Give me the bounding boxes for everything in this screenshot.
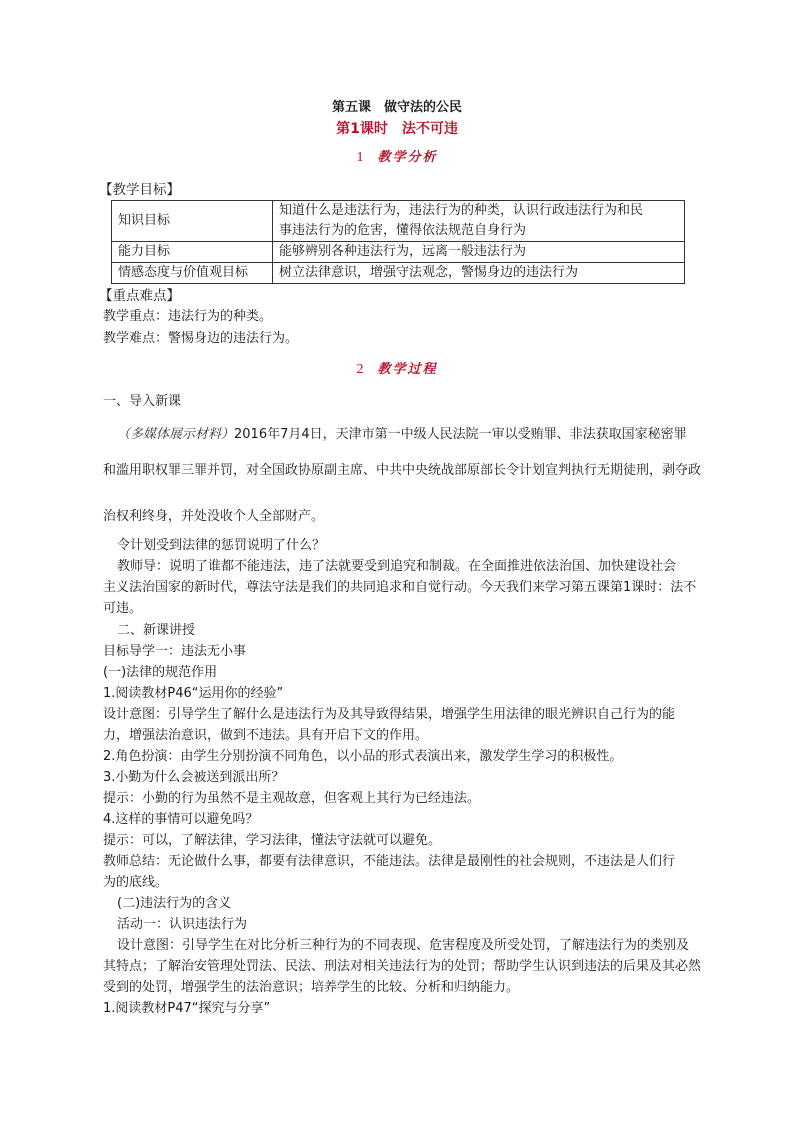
subheading: (二)违法行为的含义 — [117, 896, 232, 911]
summary-line: 教师总结：无论做什么事，都要有法律意识，不能违法。法律是最刚性的社会规则，不违法是人们行 — [103, 854, 676, 869]
design-line: 其特点；了解治安管理处罚法、民法、刑法对相关违法行为的处罚；帮助学生认识到违法的后果及其必然 — [103, 959, 702, 974]
goal-value-line: 知道什么是违法行为，违法行为的种类，认识行政违法行为和民 — [279, 203, 644, 218]
design-line: 受到的处罚，增强学生的法治意识；培养学生的比较、分析和归纳能力。 — [103, 980, 520, 995]
media-tag: （多媒体展示材料） — [117, 427, 235, 442]
subheading: (一)法律的规范作用 — [103, 665, 218, 680]
key-point: 教学重点：违法行为的种类。 — [103, 309, 273, 324]
goal-key: 知识目标 — [112, 201, 273, 242]
design-line: 设计意图：引导学生在对比分析三种行为的不同表现、危害程度及所受处罚，了解违法行为的类别及 — [117, 938, 690, 953]
goals-heading: 【教学目标】 — [99, 182, 180, 198]
question: 令计划受到法律的惩罚说明了什么？ — [117, 538, 326, 553]
goal-value: 能够辨别各种违法行为，远离一般违法行为 — [273, 242, 685, 263]
difficult-point: 教学难点：警惕身边的违法行为。 — [103, 331, 299, 346]
goal-value: 树立法律意识，增强守法观念，警惕身边的违法行为 — [273, 263, 685, 284]
teaching-goals-table — [111, 200, 685, 284]
table-row — [112, 242, 685, 263]
goal-key: 能力目标 — [112, 242, 273, 263]
summary-line: 为的底线。 — [103, 875, 169, 890]
section-number: 1 — [356, 150, 364, 165]
teacher-intro-line: 教师导：说明了谁都不能违法，违了法就要受到追究和制裁。在全面推进依法治国、加快建设社会 — [117, 559, 677, 574]
intro-text: 2016年7月4日，天津市第一中级人民法院一审以受贿罪、非法获取国家秘密罪 — [234, 427, 687, 442]
goal-guide: 目标导学一：违法无小事 — [103, 644, 247, 659]
teacher-intro-line: 主义法治国家的新时代，尊法守法是我们的共同追求和自觉行动。今天我们来学习第五课第1课时：法不 — [103, 580, 697, 595]
hint: 提示：可以，了解法律，学习法律，懂法守法就可以避免。 — [103, 833, 442, 848]
teacher-intro-line: 可违。 — [103, 601, 143, 616]
section-heading-analysis — [0, 148, 794, 168]
key-points-heading: 【重点难点】 — [99, 288, 180, 304]
activity: 活动一：认识违法行为 — [117, 917, 248, 932]
list-item: 2.角色扮演：由学生分别扮演不同角色，以小品的形式表演出来，激发学生学习的积极性。 — [103, 749, 623, 764]
intro-line: 和滥用职权罪三罪并罚，对全国政协原副主席、中共中央统战部原部长令计划宣判执行无期徒刑，剥夺政 — [103, 463, 702, 478]
hint: 提示：小勤的行为虽然不是主观故意，但客观上其行为已经违法。 — [103, 791, 481, 806]
period-title: 第1课时 法不可违 — [336, 121, 458, 137]
part2-heading: 二、新课讲授 — [117, 623, 196, 638]
list-item: 1.阅读教材P46“运用你的经验” — [103, 686, 284, 701]
section-heading-process — [0, 360, 794, 380]
design-line: 力，增强法治意识，做到不违法。具有开启下文的作用。 — [103, 728, 429, 743]
section-number: 2 — [356, 362, 364, 377]
section-label: 教学过程 — [377, 362, 438, 377]
goal-value-line: 事违法行为的危害，懂得依法规范自身行为 — [279, 223, 527, 238]
goal-key: 情感态度与价值观目标 — [112, 263, 273, 284]
intro-line: 治权利终身，并处没收个人全部财产。 — [103, 509, 325, 524]
table-row — [112, 263, 685, 284]
list-item: 4.这样的事情可以避免吗？ — [103, 812, 259, 827]
goal-value — [273, 201, 685, 242]
design-line: 设计意图：引导学生了解什么是违法行为及其导致得结果，增强学生用法律的眼光辨识自己行为的能 — [103, 707, 676, 722]
list-item: 3.小勤为什么会被送到派出所？ — [103, 770, 285, 785]
part1-heading: 一、导入新课 — [103, 394, 182, 409]
intro-line — [117, 425, 687, 445]
table-row — [112, 201, 685, 242]
list-item: 1.阅读教材P47“探究与分享” — [103, 1001, 271, 1016]
section-label: 教学分析 — [377, 150, 438, 165]
lesson-title: 第五课 做守法的公民 — [331, 100, 462, 115]
